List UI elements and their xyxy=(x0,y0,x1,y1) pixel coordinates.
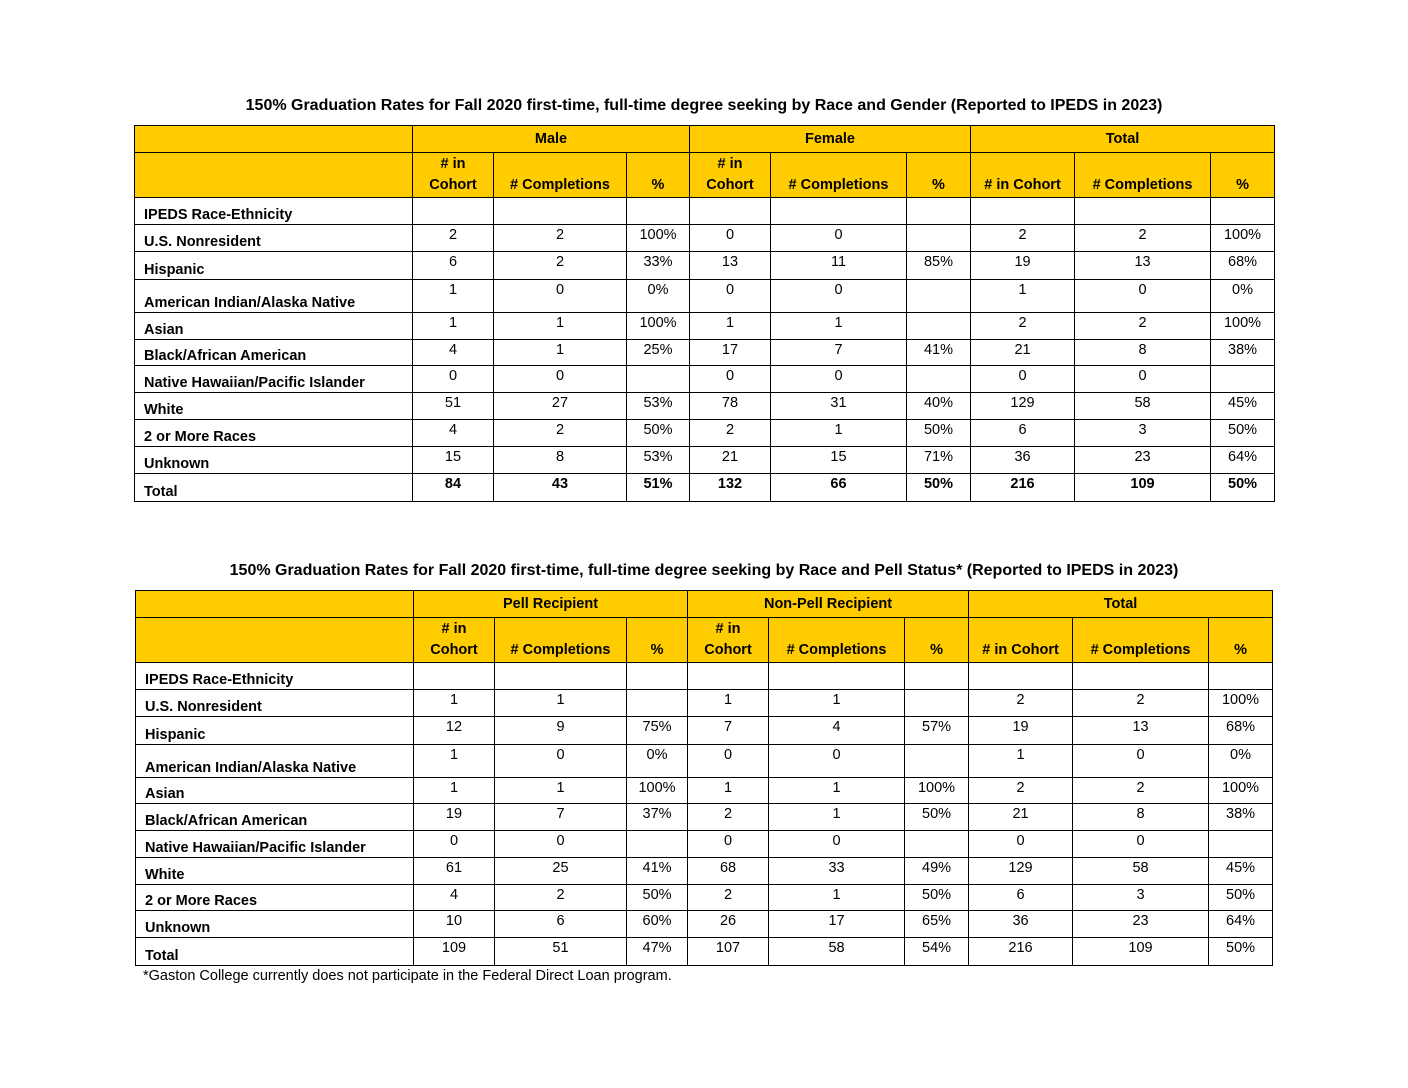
value-cell: 1 xyxy=(413,313,494,340)
header-column-row xyxy=(135,153,1275,198)
empty-cell xyxy=(907,198,971,225)
total-value-cell: 50% xyxy=(907,474,971,502)
total-value-cell: 58 xyxy=(769,938,905,966)
value-cell: 19 xyxy=(971,252,1075,280)
value-cell: 38% xyxy=(1211,340,1275,366)
value-cell xyxy=(907,225,971,252)
cohort-header-line2: Cohort xyxy=(706,177,754,193)
value-cell: 2 xyxy=(690,420,771,447)
value-cell: 100% xyxy=(1211,313,1275,340)
value-cell: 0 xyxy=(688,745,769,778)
cohort-header-line1: # in xyxy=(717,156,743,172)
value-cell: 2 xyxy=(688,885,769,911)
value-cell: 0 xyxy=(414,831,495,858)
total-value-cell: 109 xyxy=(1073,938,1209,966)
table-row xyxy=(135,420,1275,447)
row-label: Unknown xyxy=(135,447,413,474)
cohort-header-line2: Cohort xyxy=(430,642,478,658)
value-cell: 1 xyxy=(414,690,495,717)
value-cell: 2 xyxy=(495,885,627,911)
empty-cell xyxy=(1211,198,1275,225)
empty-cell xyxy=(494,198,627,225)
value-cell: 0 xyxy=(1075,280,1211,313)
value-cell: 45% xyxy=(1209,858,1273,885)
value-cell: 1 xyxy=(769,778,905,804)
value-cell xyxy=(627,831,688,858)
value-cell xyxy=(907,366,971,393)
value-cell: 13 xyxy=(1075,252,1211,280)
value-cell: 0 xyxy=(971,366,1075,393)
value-cell: 1 xyxy=(494,340,627,366)
header-label-cell xyxy=(136,618,414,663)
table-row xyxy=(136,831,1273,858)
value-cell: 0 xyxy=(690,280,771,313)
empty-cell xyxy=(688,663,769,690)
value-cell: 1 xyxy=(414,778,495,804)
row-label: American Indian/Alaska Native xyxy=(136,745,414,778)
table-row xyxy=(135,252,1275,280)
value-cell: 33 xyxy=(769,858,905,885)
cohort-header xyxy=(414,618,495,663)
value-cell: 78 xyxy=(690,393,771,420)
value-cell: 0 xyxy=(1073,831,1209,858)
value-cell: 25 xyxy=(495,858,627,885)
percent-header: % xyxy=(907,153,971,198)
value-cell: 68% xyxy=(1211,252,1275,280)
completions-header: # Completions xyxy=(494,153,627,198)
row-label: White xyxy=(136,858,414,885)
value-cell: 41% xyxy=(907,340,971,366)
value-cell: 19 xyxy=(969,717,1073,745)
value-cell: 2 xyxy=(1073,690,1209,717)
table-row xyxy=(136,911,1273,938)
header-label-cell xyxy=(135,153,413,198)
value-cell xyxy=(627,690,688,717)
value-cell xyxy=(627,366,690,393)
empty-cell xyxy=(627,663,688,690)
value-cell: 23 xyxy=(1075,447,1211,474)
empty-cell xyxy=(690,198,771,225)
section-label: IPEDS Race-Ethnicity xyxy=(135,198,413,225)
value-cell: 2 xyxy=(688,804,769,831)
value-cell: 8 xyxy=(494,447,627,474)
table-row xyxy=(135,340,1275,366)
value-cell: 21 xyxy=(690,447,771,474)
cohort-header-line1: # in xyxy=(715,621,741,637)
value-cell: 1 xyxy=(771,313,907,340)
value-cell: 129 xyxy=(971,393,1075,420)
value-cell: 33% xyxy=(627,252,690,280)
row-label: Native Hawaiian/Pacific Islander xyxy=(135,366,413,393)
value-cell: 1 xyxy=(414,745,495,778)
value-cell: 0 xyxy=(1075,366,1211,393)
total-label: Total xyxy=(136,938,414,966)
group-header: Male xyxy=(413,126,690,153)
value-cell: 25% xyxy=(627,340,690,366)
empty-cell xyxy=(627,198,690,225)
header-corner-cell xyxy=(136,591,414,618)
value-cell: 50% xyxy=(905,804,969,831)
percent-header: % xyxy=(1209,618,1273,663)
value-cell: 3 xyxy=(1075,420,1211,447)
percent-header: % xyxy=(627,153,690,198)
empty-cell xyxy=(1075,198,1211,225)
value-cell: 3 xyxy=(1073,885,1209,911)
value-cell: 13 xyxy=(1073,717,1209,745)
value-cell: 50% xyxy=(1209,885,1273,911)
value-cell: 4 xyxy=(414,885,495,911)
value-cell: 6 xyxy=(495,911,627,938)
percent-header: % xyxy=(1211,153,1275,198)
value-cell: 6 xyxy=(969,885,1073,911)
completions-header: # Completions xyxy=(1073,618,1209,663)
empty-cell xyxy=(1073,663,1209,690)
value-cell: 4 xyxy=(413,340,494,366)
cohort-header-line2: Cohort xyxy=(429,177,477,193)
total-value-cell: 216 xyxy=(971,474,1075,502)
row-label: Asian xyxy=(136,778,414,804)
value-cell: 64% xyxy=(1211,447,1275,474)
header-corner-cell xyxy=(135,126,413,153)
completions-header: # Completions xyxy=(1075,153,1211,198)
total-value-cell: 47% xyxy=(627,938,688,966)
total-value-cell: 51% xyxy=(627,474,690,502)
value-cell: 45% xyxy=(1211,393,1275,420)
table-row xyxy=(136,804,1273,831)
value-cell: 58 xyxy=(1075,393,1211,420)
value-cell: 37% xyxy=(627,804,688,831)
value-cell: 100% xyxy=(1209,778,1273,804)
value-cell: 0% xyxy=(1209,745,1273,778)
table-row xyxy=(135,393,1275,420)
value-cell: 50% xyxy=(907,420,971,447)
value-cell: 2 xyxy=(1075,225,1211,252)
header-column-row xyxy=(136,618,1273,663)
row-label: 2 or More Races xyxy=(136,885,414,911)
value-cell: 19 xyxy=(414,804,495,831)
value-cell: 50% xyxy=(627,885,688,911)
total-value-cell: 51 xyxy=(495,938,627,966)
value-cell: 0 xyxy=(494,280,627,313)
value-cell: 2 xyxy=(1073,778,1209,804)
table-row xyxy=(136,885,1273,911)
value-cell: 100% xyxy=(627,778,688,804)
value-cell: 75% xyxy=(627,717,688,745)
total-value-cell: 84 xyxy=(413,474,494,502)
value-cell: 17 xyxy=(769,911,905,938)
value-cell: 7 xyxy=(771,340,907,366)
value-cell: 2 xyxy=(413,225,494,252)
value-cell: 60% xyxy=(627,911,688,938)
race-pell-table xyxy=(135,590,1273,966)
value-cell: 68% xyxy=(1209,717,1273,745)
table-row xyxy=(136,690,1273,717)
total-row xyxy=(136,938,1273,966)
table-row xyxy=(135,225,1275,252)
value-cell: 0 xyxy=(771,280,907,313)
value-cell: 0 xyxy=(690,366,771,393)
value-cell: 2 xyxy=(969,690,1073,717)
value-cell: 40% xyxy=(907,393,971,420)
value-cell: 0% xyxy=(1211,280,1275,313)
cohort-header: # in Cohort xyxy=(971,153,1075,198)
value-cell: 0 xyxy=(494,366,627,393)
value-cell: 7 xyxy=(495,804,627,831)
value-cell: 0 xyxy=(769,745,905,778)
value-cell: 1 xyxy=(495,778,627,804)
value-cell: 10 xyxy=(414,911,495,938)
value-cell: 1 xyxy=(495,690,627,717)
value-cell xyxy=(905,831,969,858)
value-cell xyxy=(1211,366,1275,393)
value-cell: 4 xyxy=(769,717,905,745)
footnote: *Gaston College currently does not participate in the Federal Direct Loan program. xyxy=(143,968,672,984)
value-cell: 0 xyxy=(771,225,907,252)
value-cell: 50% xyxy=(1211,420,1275,447)
value-cell: 71% xyxy=(907,447,971,474)
table-row xyxy=(136,778,1273,804)
total-value-cell: 132 xyxy=(690,474,771,502)
total-value-cell: 54% xyxy=(905,938,969,966)
row-label: White xyxy=(135,393,413,420)
table2-title: 150% Graduation Rates for Fall 2020 first-time, full-time degree seeking by Race and Pell Status* (Reported to IPEDS in 2023) xyxy=(229,562,1179,579)
group-header: Total xyxy=(969,591,1273,618)
value-cell: 51 xyxy=(413,393,494,420)
cohort-header xyxy=(413,153,494,198)
value-cell: 0 xyxy=(688,831,769,858)
section-label: IPEDS Race-Ethnicity xyxy=(136,663,414,690)
value-cell: 100% xyxy=(627,225,690,252)
value-cell: 1 xyxy=(688,778,769,804)
value-cell: 57% xyxy=(905,717,969,745)
group-header: Pell Recipient xyxy=(414,591,688,618)
value-cell xyxy=(907,280,971,313)
cohort-header-line1: # in xyxy=(440,156,466,172)
value-cell: 53% xyxy=(627,447,690,474)
total-value-cell: 107 xyxy=(688,938,769,966)
value-cell: 31 xyxy=(771,393,907,420)
cohort-header xyxy=(690,153,771,198)
value-cell: 1 xyxy=(769,885,905,911)
row-label: Asian xyxy=(135,313,413,340)
value-cell: 0% xyxy=(627,745,688,778)
table1-title: 150% Graduation Rates for Fall 2020 first-time, full-time degree seeking by Race and Gender (Reported to IPEDS in 2023) xyxy=(245,97,1163,114)
value-cell: 9 xyxy=(495,717,627,745)
value-cell: 11 xyxy=(771,252,907,280)
empty-cell xyxy=(771,198,907,225)
value-cell: 2 xyxy=(494,225,627,252)
row-label: Hispanic xyxy=(135,252,413,280)
row-label: U.S. Nonresident xyxy=(135,225,413,252)
value-cell: 21 xyxy=(969,804,1073,831)
empty-cell xyxy=(1209,663,1273,690)
completions-header: # Completions xyxy=(771,153,907,198)
race-gender-table xyxy=(134,125,1275,502)
value-cell: 38% xyxy=(1209,804,1273,831)
value-cell: 36 xyxy=(969,911,1073,938)
header-group-row xyxy=(135,126,1275,153)
empty-cell xyxy=(495,663,627,690)
value-cell: 8 xyxy=(1073,804,1209,831)
total-label: Total xyxy=(135,474,413,502)
value-cell: 2 xyxy=(969,778,1073,804)
value-cell: 23 xyxy=(1073,911,1209,938)
row-label: Black/African American xyxy=(136,804,414,831)
value-cell: 2 xyxy=(494,420,627,447)
table-row xyxy=(136,717,1273,745)
value-cell: 1 xyxy=(769,804,905,831)
value-cell: 0 xyxy=(495,831,627,858)
value-cell: 1 xyxy=(688,690,769,717)
value-cell: 85% xyxy=(907,252,971,280)
empty-cell xyxy=(413,198,494,225)
table-row xyxy=(136,858,1273,885)
value-cell: 100% xyxy=(905,778,969,804)
value-cell: 61 xyxy=(414,858,495,885)
row-label: Native Hawaiian/Pacific Islander xyxy=(136,831,414,858)
empty-cell xyxy=(905,663,969,690)
value-cell: 0 xyxy=(1073,745,1209,778)
percent-header: % xyxy=(627,618,688,663)
value-cell: 1 xyxy=(690,313,771,340)
table-row xyxy=(135,313,1275,340)
value-cell: 26 xyxy=(688,911,769,938)
total-value-cell: 43 xyxy=(494,474,627,502)
value-cell: 4 xyxy=(413,420,494,447)
value-cell: 2 xyxy=(971,225,1075,252)
value-cell: 0% xyxy=(627,280,690,313)
value-cell: 0 xyxy=(413,366,494,393)
group-header: Non-Pell Recipient xyxy=(688,591,969,618)
row-label: American Indian/Alaska Native xyxy=(135,280,413,313)
value-cell: 50% xyxy=(627,420,690,447)
value-cell: 27 xyxy=(494,393,627,420)
value-cell: 1 xyxy=(969,745,1073,778)
value-cell: 7 xyxy=(688,717,769,745)
header-group-row xyxy=(136,591,1273,618)
value-cell: 0 xyxy=(969,831,1073,858)
completions-header: # Completions xyxy=(495,618,627,663)
value-cell: 17 xyxy=(690,340,771,366)
value-cell: 49% xyxy=(905,858,969,885)
row-label: U.S. Nonresident xyxy=(136,690,414,717)
table-row xyxy=(135,280,1275,313)
value-cell: 8 xyxy=(1075,340,1211,366)
empty-cell xyxy=(969,663,1073,690)
value-cell: 129 xyxy=(969,858,1073,885)
percent-header: % xyxy=(905,618,969,663)
section-row xyxy=(136,663,1273,690)
value-cell: 100% xyxy=(1209,690,1273,717)
value-cell: 6 xyxy=(413,252,494,280)
table-row xyxy=(135,366,1275,393)
completions-header: # Completions xyxy=(769,618,905,663)
section-row xyxy=(135,198,1275,225)
value-cell: 12 xyxy=(414,717,495,745)
value-cell: 64% xyxy=(1209,911,1273,938)
table-row xyxy=(136,745,1273,778)
value-cell: 50% xyxy=(905,885,969,911)
value-cell: 0 xyxy=(771,366,907,393)
empty-cell xyxy=(414,663,495,690)
value-cell: 100% xyxy=(1211,225,1275,252)
cohort-header xyxy=(688,618,769,663)
value-cell: 58 xyxy=(1073,858,1209,885)
value-cell: 1 xyxy=(771,420,907,447)
value-cell: 41% xyxy=(627,858,688,885)
total-value-cell: 109 xyxy=(1075,474,1211,502)
row-label: Hispanic xyxy=(136,717,414,745)
value-cell: 36 xyxy=(971,447,1075,474)
value-cell: 21 xyxy=(971,340,1075,366)
value-cell: 0 xyxy=(769,831,905,858)
cohort-header-line2: Cohort xyxy=(704,642,752,658)
total-row xyxy=(135,474,1275,502)
value-cell: 13 xyxy=(690,252,771,280)
total-value-cell: 216 xyxy=(969,938,1073,966)
total-value-cell: 50% xyxy=(1211,474,1275,502)
value-cell: 0 xyxy=(690,225,771,252)
value-cell xyxy=(905,745,969,778)
value-cell: 65% xyxy=(905,911,969,938)
empty-cell xyxy=(971,198,1075,225)
total-value-cell: 50% xyxy=(1209,938,1273,966)
total-value-cell: 109 xyxy=(414,938,495,966)
value-cell: 2 xyxy=(971,313,1075,340)
value-cell: 2 xyxy=(1075,313,1211,340)
value-cell xyxy=(1209,831,1273,858)
value-cell xyxy=(905,690,969,717)
value-cell: 6 xyxy=(971,420,1075,447)
value-cell: 1 xyxy=(494,313,627,340)
total-value-cell: 66 xyxy=(771,474,907,502)
group-header: Total xyxy=(971,126,1275,153)
table-row xyxy=(135,447,1275,474)
row-label: Black/African American xyxy=(135,340,413,366)
row-label: Unknown xyxy=(136,911,414,938)
cohort-header-line1: # in xyxy=(441,621,467,637)
value-cell xyxy=(907,313,971,340)
empty-cell xyxy=(769,663,905,690)
value-cell: 15 xyxy=(771,447,907,474)
value-cell: 15 xyxy=(413,447,494,474)
value-cell: 100% xyxy=(627,313,690,340)
value-cell: 0 xyxy=(495,745,627,778)
value-cell: 2 xyxy=(494,252,627,280)
value-cell: 1 xyxy=(413,280,494,313)
cohort-header: # in Cohort xyxy=(969,618,1073,663)
value-cell: 68 xyxy=(688,858,769,885)
group-header: Female xyxy=(690,126,971,153)
row-label: 2 or More Races xyxy=(135,420,413,447)
value-cell: 53% xyxy=(627,393,690,420)
value-cell: 1 xyxy=(769,690,905,717)
value-cell: 1 xyxy=(971,280,1075,313)
